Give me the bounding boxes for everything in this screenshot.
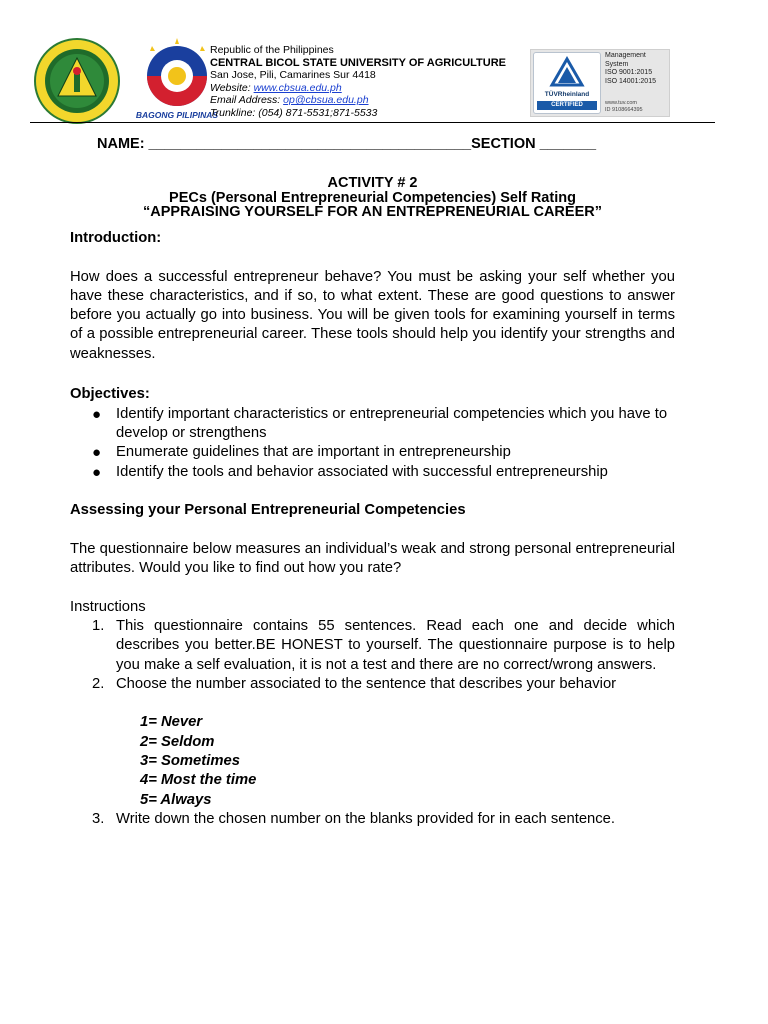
- tuv-brand: TÜVRheinland: [544, 91, 590, 98]
- cert-line: System: [605, 60, 629, 68]
- website-label: Website:: [210, 81, 251, 94]
- address-line: San Jose, Pili, Camarines Sur 4418: [210, 69, 376, 81]
- step-text: This questionnaire contains 55 sentences. Read each one and decide which describes you better.BE HONEST to yourself. The questionnaire purpose is to help you make a self evaluation, it is not a test and there are no correct/wrong answers.: [116, 617, 675, 673]
- cert-line: Management: [605, 52, 646, 59]
- document-body: [70, 229, 675, 829]
- tuv-certified: CERTIFIED: [537, 101, 597, 110]
- assessing-heading: Assessing your Personal Entrepreneurial Competencies: [70, 502, 466, 519]
- scale-item: 3= Sometimes: [140, 753, 240, 770]
- tuv-logo: [533, 52, 601, 114]
- step-text: Choose the number associated to the sentence that describes your behavior: [116, 675, 617, 692]
- header-divider: [30, 122, 715, 123]
- bagong-pilipinas-text: BAGONG PILIPINAS: [135, 110, 219, 120]
- scale-item: 5= Always: [140, 791, 212, 808]
- step-text: Write down the chosen number on the blanks provided for in each sentence.: [116, 810, 616, 827]
- tuv-certification-badge: [530, 49, 670, 117]
- list-item: ● Identify the tools and behavior associated with successful entrepreneurship: [70, 463, 675, 482]
- instructions-list-cont: [70, 810, 675, 829]
- instructions-list: [70, 617, 675, 694]
- step-number: 1.: [92, 617, 105, 634]
- letterhead: [30, 36, 715, 122]
- republic-line: Republic of the Philippines: [210, 44, 334, 56]
- website-link[interactable]: www.cbsua.edu.ph: [253, 81, 342, 94]
- university-name: CENTRAL BICOL STATE UNIVERSITY OF AGRICULTURE: [210, 56, 506, 69]
- cert-line: ISO 9001:2015: [605, 69, 653, 76]
- activity-quote: “APPRAISING YOURSELF FOR AN ENTREPRENEURIAL CAREER”: [143, 204, 602, 220]
- tuv-triangle-icon: [534, 53, 600, 93]
- website-line: [210, 82, 506, 95]
- list-item: [70, 810, 675, 829]
- step-number: 2.: [92, 675, 105, 692]
- list-item: ● Enumerate guidelines that are important in entrepreneurship: [70, 443, 675, 462]
- activity-title: [0, 176, 745, 220]
- step-number: 3.: [92, 810, 105, 827]
- trunkline-line: Trunkline: (054) 871-5531;871-5533: [210, 106, 378, 119]
- activity-number: ACTIVITY # 2: [327, 175, 418, 191]
- scale-item: 4= Most the time: [140, 772, 257, 789]
- cert-line: ISO 14001:2015: [605, 77, 656, 85]
- cert-info: [605, 52, 656, 113]
- university-info: [210, 44, 506, 119]
- objectives-heading: Objectives:: [70, 386, 150, 403]
- name-section-line: NAME: ________________________________________SECTION _______: [97, 136, 597, 152]
- list-item: [70, 675, 675, 694]
- objectives-list: [70, 405, 675, 482]
- introduction-heading: Introduction:: [70, 230, 162, 246]
- cert-id: ID 9108664395: [605, 106, 643, 113]
- email-label: Email Address:: [210, 94, 281, 106]
- cert-site: www.tuv.com: [605, 100, 637, 106]
- introduction-text: How does a successful entrepreneur behave? You must be asking your self whether you have these characteristics, and if so, to what extent. These are good questions to answer before you actually go into business. You will be given tools for examining yourself in terms of a possible entrepreneurial career. These tools should help you identify your strengths and weaknesses.: [70, 268, 675, 362]
- scale-item: 2= Seldom: [140, 733, 215, 750]
- email-link[interactable]: op@cbsua.edu.ph: [283, 94, 369, 106]
- scale-item: 1= Never: [140, 714, 203, 731]
- instructions-heading: Instructions: [70, 598, 146, 615]
- list-item: [70, 617, 675, 675]
- university-seal-logo: [34, 38, 120, 124]
- list-item: ● Identify important characteristics or entrepreneurial competencies which you have to develop or strengthens: [70, 405, 675, 444]
- assessing-text: The questionnaire below measures an individual’s weak and strong personal entrepreneurial attributes. Would you like to find out how you rate?: [70, 540, 675, 577]
- activity-subtitle: PECs (Personal Entrepreneurial Competencies) Self Rating: [169, 189, 576, 206]
- email-line: [210, 94, 506, 107]
- rating-scale: [70, 713, 675, 809]
